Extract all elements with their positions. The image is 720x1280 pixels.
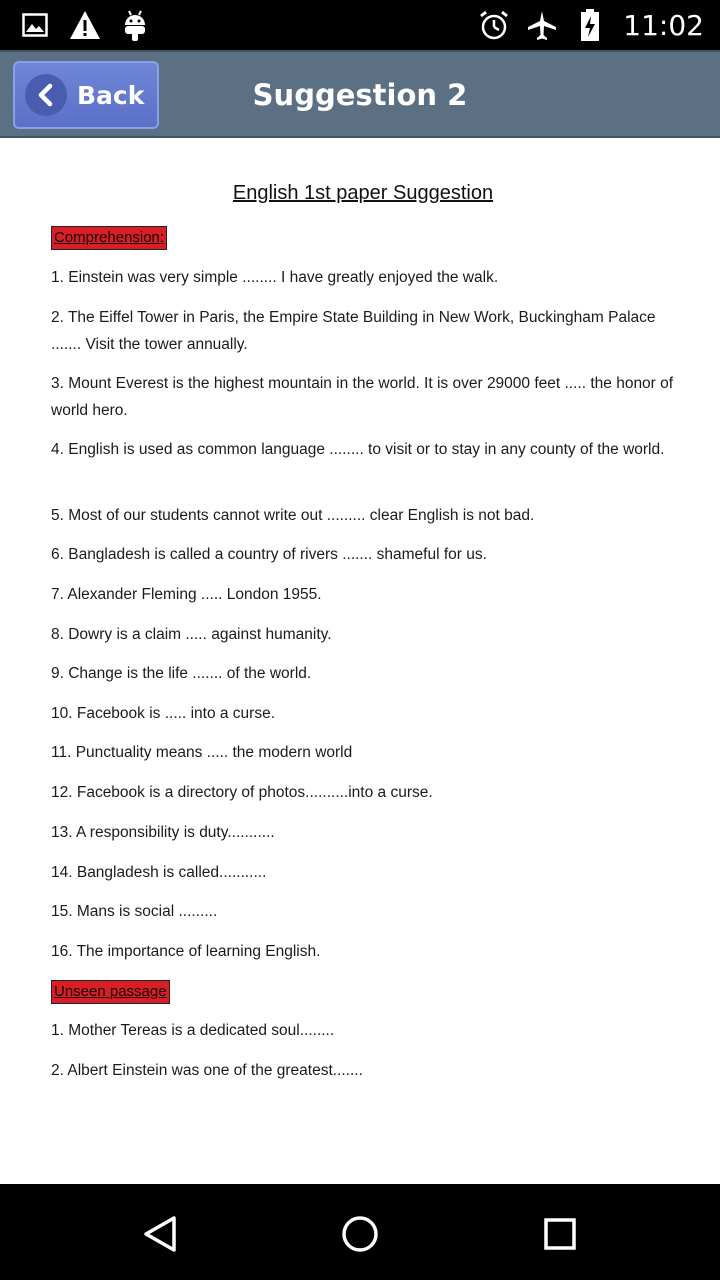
list-item: 2. The Eiffel Tower in Paris, the Empire State Building in New Work, Buckingham Palace ....... Visit the tower annually. (51, 309, 656, 353)
list-item: 7. Alexander Fleming ..... London 1955. (51, 586, 322, 603)
list-item: 15. Mans is social ......... (51, 903, 218, 920)
warning-icon (68, 8, 102, 42)
section-label-unseen-passage: Unseen passage (51, 980, 170, 1004)
list-item: 2. Albert Einstein was one of the greatest....... (51, 1062, 363, 1079)
recents-square-icon[interactable] (538, 1212, 582, 1256)
list-item: 1. Mother Tereas is a dedicated soul........ (51, 1022, 335, 1039)
page-title: Suggestion 2 (252, 78, 468, 112)
image-icon (18, 8, 52, 42)
list-item: 14. Bangladesh is called........... (51, 864, 267, 881)
document-view[interactable] (0, 138, 720, 1184)
list-item: 10. Facebook is ..... into a curse. (51, 705, 276, 722)
status-time: 11:02 (623, 8, 704, 42)
app-bar (0, 50, 720, 138)
list-item: 9. Change is the life ....... of the world. (51, 665, 312, 682)
airplane-icon (525, 8, 559, 42)
chevron-left-icon (25, 74, 67, 116)
android-icon (118, 8, 152, 42)
list-item: 13. A responsibility is duty........... (51, 824, 275, 841)
list-item: 5. Most of our students cannot write out ......... clear English is not bad. (51, 507, 535, 524)
back-triangle-icon[interactable] (138, 1212, 182, 1256)
alarm-icon (477, 8, 511, 42)
list-item: 6. Bangladesh is called a country of rivers ....... shameful for us. (51, 546, 487, 563)
home-circle-icon[interactable] (338, 1212, 382, 1256)
back-button-label: Back (77, 80, 145, 110)
list-item: 12. Facebook is a directory of photos..........into a curse. (51, 784, 433, 801)
list-item: 3. Mount Everest is the highest mountain in the world. It is over 29000 feet ..... the honor of world hero. (51, 375, 674, 419)
list-item: 4. English is used as common language ........ to visit or to stay in any county of the world. (51, 441, 665, 458)
list-item: 1. Einstein was very simple ........ I have greatly enjoyed the walk. (51, 269, 499, 286)
list-item: 8. Dowry is a claim ..... against humanity. (51, 626, 332, 643)
navigation-bar (0, 1184, 720, 1280)
back-button[interactable] (13, 61, 159, 129)
list-item: 11. Punctuality means ..... the modern world (51, 744, 353, 761)
section-label-comprehension: Comprehension: (51, 226, 167, 250)
document-title: English 1st paper Suggestion (232, 182, 494, 204)
list-item: 16. The importance of learning English. (51, 943, 321, 960)
status-bar (0, 0, 720, 50)
battery-charging-icon (573, 8, 607, 42)
